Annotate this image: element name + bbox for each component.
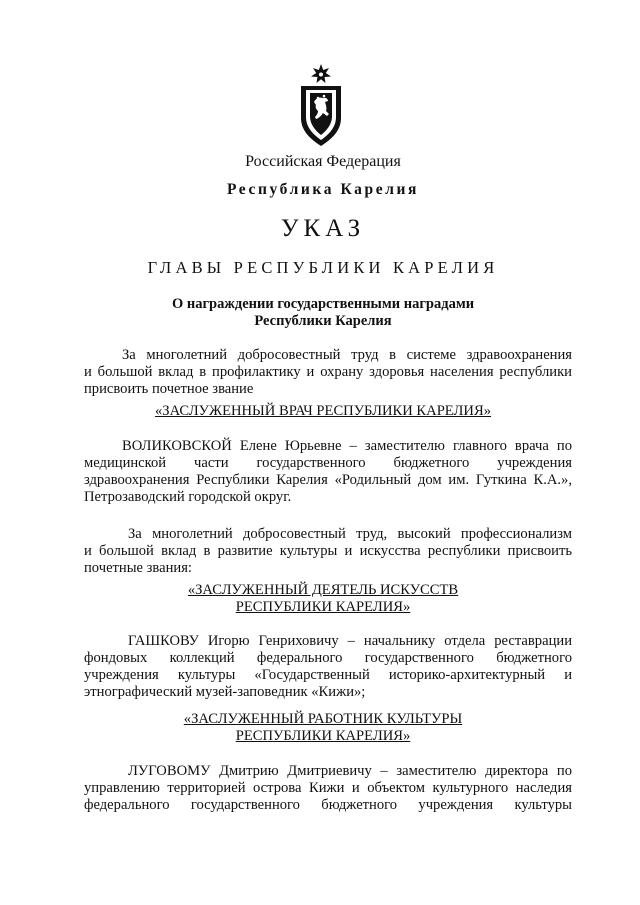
- text-line: и большой вклад в развитие культуры и искусства республики присвоить: [84, 543, 572, 559]
- document-subject: [80, 296, 566, 330]
- paragraph-culture: [84, 526, 572, 577]
- text-line: этнографический музей-заповедник «Кижи»;: [84, 684, 366, 700]
- coat-of-arms-emblem: [296, 62, 346, 150]
- text-line: управлению территорией острова Кижи и объектом культурного наследия: [84, 780, 572, 796]
- text-line: фондовых коллекций федерального государственного бюджетного: [84, 650, 572, 666]
- text-line: ВОЛИКОВСКОЙ Елене Юрьевне – заместителю главного врача по: [122, 438, 572, 454]
- federation-name: Российская Федерация: [245, 153, 401, 170]
- honorary-title-arts: [80, 582, 566, 616]
- title-line: «ЗАСЛУЖЕННЫЙ РАБОТНИК КУЛЬТУРЫ: [183, 711, 463, 727]
- republic-name: Республика Карелия: [226, 181, 420, 198]
- document-type: УКАЗ: [280, 215, 366, 242]
- document-issuer: ГЛАВЫ РЕСПУБЛИКИ КАРЕЛИЯ: [147, 258, 499, 277]
- text-line: медицинской части государственного бюджетного учреждения: [84, 455, 572, 471]
- honorary-title-doctor: «ЗАСЛУЖЕННЫЙ ВРАЧ РЕСПУБЛИКИ КАРЕЛИЯ»: [154, 403, 492, 419]
- text-line: За многолетний добросовестный труд в системе здравоохранения: [122, 347, 572, 363]
- honorary-title-culture-worker: [80, 711, 566, 745]
- text-line: учреждения культуры «Государственный историко-архитектурный и: [84, 667, 572, 683]
- text-line: ГАШКОВУ Игорю Генриховичу – начальнику отдела реставрации: [128, 633, 572, 649]
- title-line: «ЗАСЛУЖЕННЫЙ ДЕЯТЕЛЬ ИСКУССТВ: [187, 582, 459, 598]
- text-line: ЛУГОВОМУ Дмитрию Дмитриевичу – заместителю директора по: [128, 763, 572, 779]
- subject-line-1: О награждении государственными наградами: [171, 296, 475, 312]
- subject-line-2: Республики Карелия: [254, 313, 392, 329]
- paragraph-gashkov: [84, 633, 572, 701]
- text-line: федерального государственного бюджетного учреждения культуры: [84, 797, 572, 813]
- title-line: РЕСПУБЛИКИ КАРЕЛИЯ»: [235, 728, 411, 744]
- text-line: почетные звания:: [84, 560, 192, 576]
- title-line: РЕСПУБЛИКИ КАРЕЛИЯ»: [235, 599, 411, 615]
- text-line: здравоохранения Республики Карелия «Родильный дом им. Гуткина К.А.»,: [84, 472, 572, 488]
- text-line: За многолетний добросовестный труд, высокий профессионализм: [128, 526, 572, 542]
- text-line: Петрозаводский городской округ.: [84, 489, 292, 505]
- text-line: присвоить почетное звание: [84, 381, 254, 397]
- paragraph-volikovskaya: [84, 438, 572, 506]
- paragraph-lugovoy: [84, 763, 572, 814]
- text-line: и большой вклад в профилактику и охрану здоровья населения республики: [84, 364, 572, 380]
- paragraph-healthcare: [84, 347, 572, 398]
